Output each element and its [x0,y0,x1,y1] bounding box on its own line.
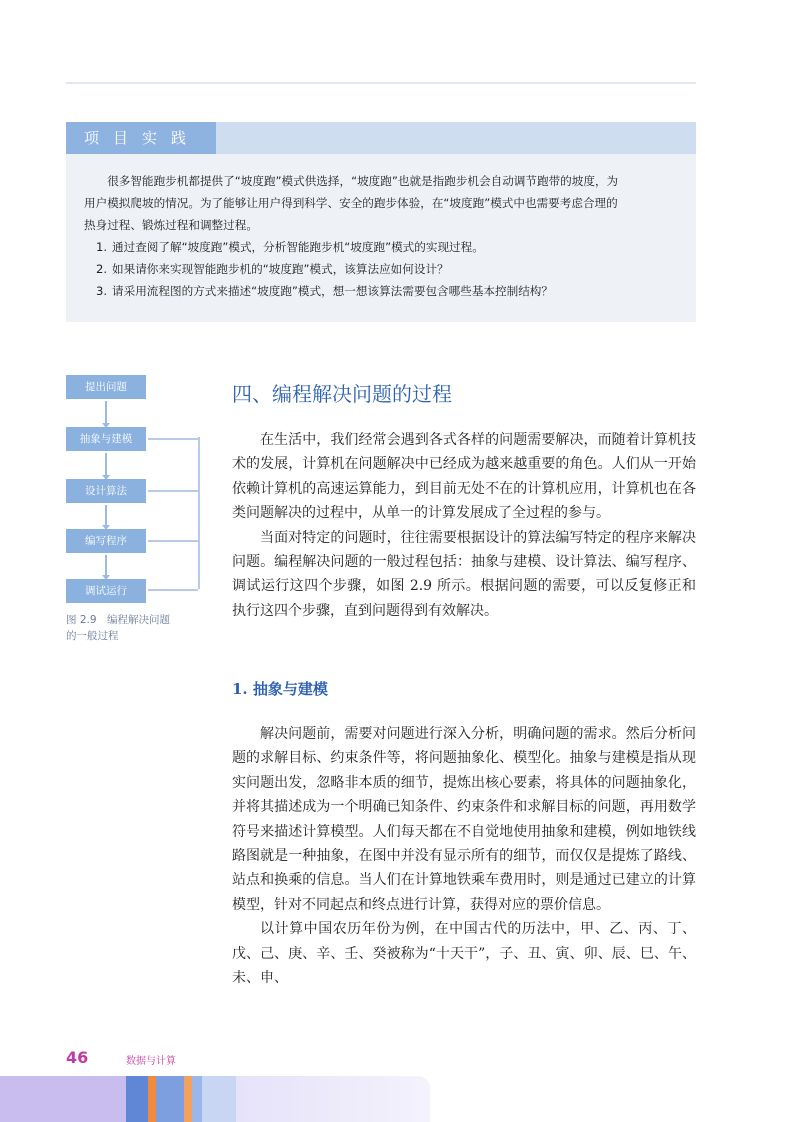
footer-color-bands [0,1076,430,1122]
flow-arrow [105,401,107,427]
paragraph: 以计算中国农历年份为例，在中国古代的历法中，甲、乙、丙、丁、戊、己、庚、辛、壬、癸被称为“十天干”，子、丑、寅、卯、辰、巳、午、未、申、 [232,921,696,987]
intro-line-3: 热身过程、锻炼过程和调整过程。 [84,218,258,232]
flow-arrow [105,505,107,529]
flow-arrow [105,453,107,479]
top-rule [66,82,696,84]
body-text-2 [232,722,696,990]
feedback-branch [148,438,198,440]
figure-caption: 图 2.9 编程解决问题 的一般过程 [66,614,171,642]
book-title: 数据与计算 [126,1056,176,1067]
flow-arrow [105,555,107,579]
project-practice-box [66,122,696,322]
intro-line-1: 很多智能跑步机都提供了“坡度跑”模式供选择，“坡度跑”也就是指跑步机会自动调节跑带的坡度，为 [107,174,619,188]
feedback-branch [148,540,198,542]
paragraph: 当面对特定的问题时，往往需要根据设计的算法编写特定的程序来解决问题。编程解决问题的一般过程包括：抽象与建模、设计算法、编写程序、调试运行这四个步骤，如图 2.9 所示。根据问题的需要，可以反复修正和执行这四个步骤，直到问题得到有效解决。 [232,529,696,619]
page-number: 46 [66,1048,89,1067]
feedback-branch [148,589,198,591]
paragraph: 在生活中，我们经常会遇到各式各样的问题需要解决，而随着计算机技术的发展，计算机在问题解决中已经成为越来越重要的角色。人们从一开始依赖计算机的高速运算能力，到目前无处不在的计算机应用，计算机也在各类问题解决的过程中，从单一的计算发展成了全过程的参与。 [232,432,696,522]
section-title: 四、编程解决问题的过程 [232,382,452,406]
feedback-line [198,437,200,589]
question-1: 1. 通过查阅了解“坡度跑”模式，分析智能跑步机“坡度跑”模式的实现过程。 [96,240,484,254]
heading-strip [216,122,696,154]
feedback-branch [148,490,198,492]
flow-step-4: 编写程序 [66,529,146,553]
question-2: 2. 如果请你来实现智能跑步机的“坡度跑”模式，该算法应如何设计？ [96,262,449,276]
subsection-title: 1. 抽象与建模 [232,680,328,698]
flow-step-3: 设计算法 [66,479,146,503]
body-text-1 [232,428,696,623]
flow-step-1: 提出问题 [66,375,146,399]
flow-step-5: 调试运行 [66,579,146,603]
question-3: 3. 请采用流程图的方式来描述“坡度跑”模式，想一想该算法需要包含哪些基本控制结构？ [96,284,553,298]
intro-line-2: 用户模拟爬坡的情况。为了能够让用户得到科学、安全的跑步体验，在“坡度跑”模式中也需要考虑合理的 [84,196,618,210]
project-text [84,170,684,302]
flowchart [66,375,206,605]
project-practice-heading: 项目实践 [66,122,216,154]
paragraph: 解决问题前，需要对问题进行深入分析，明确问题的需求。然后分析问题的求解目标、约束条件等，将问题抽象化、模型化。抽象与建模是指从现实问题出发，忽略非本质的细节，提炼出核心要素，将具体的问题抽象化，并将其描述成为一个明确已知条件、约束条件和求解目标的问题，再用数学符号来描述计算模型。人们每天都在不自觉地使用抽象和建模，例如地铁线路图就是一种抽象，在图中并没有显示所有的细节，而仅仅是提炼了路线、站点和换乘的信息。当人们在计算地铁乘车费用时，则是通过已建立的计算模型，针对不同起点和终点进行计算，获得对应的票价信息。 [232,726,696,913]
flow-step-2: 抽象与建模 [66,427,146,451]
